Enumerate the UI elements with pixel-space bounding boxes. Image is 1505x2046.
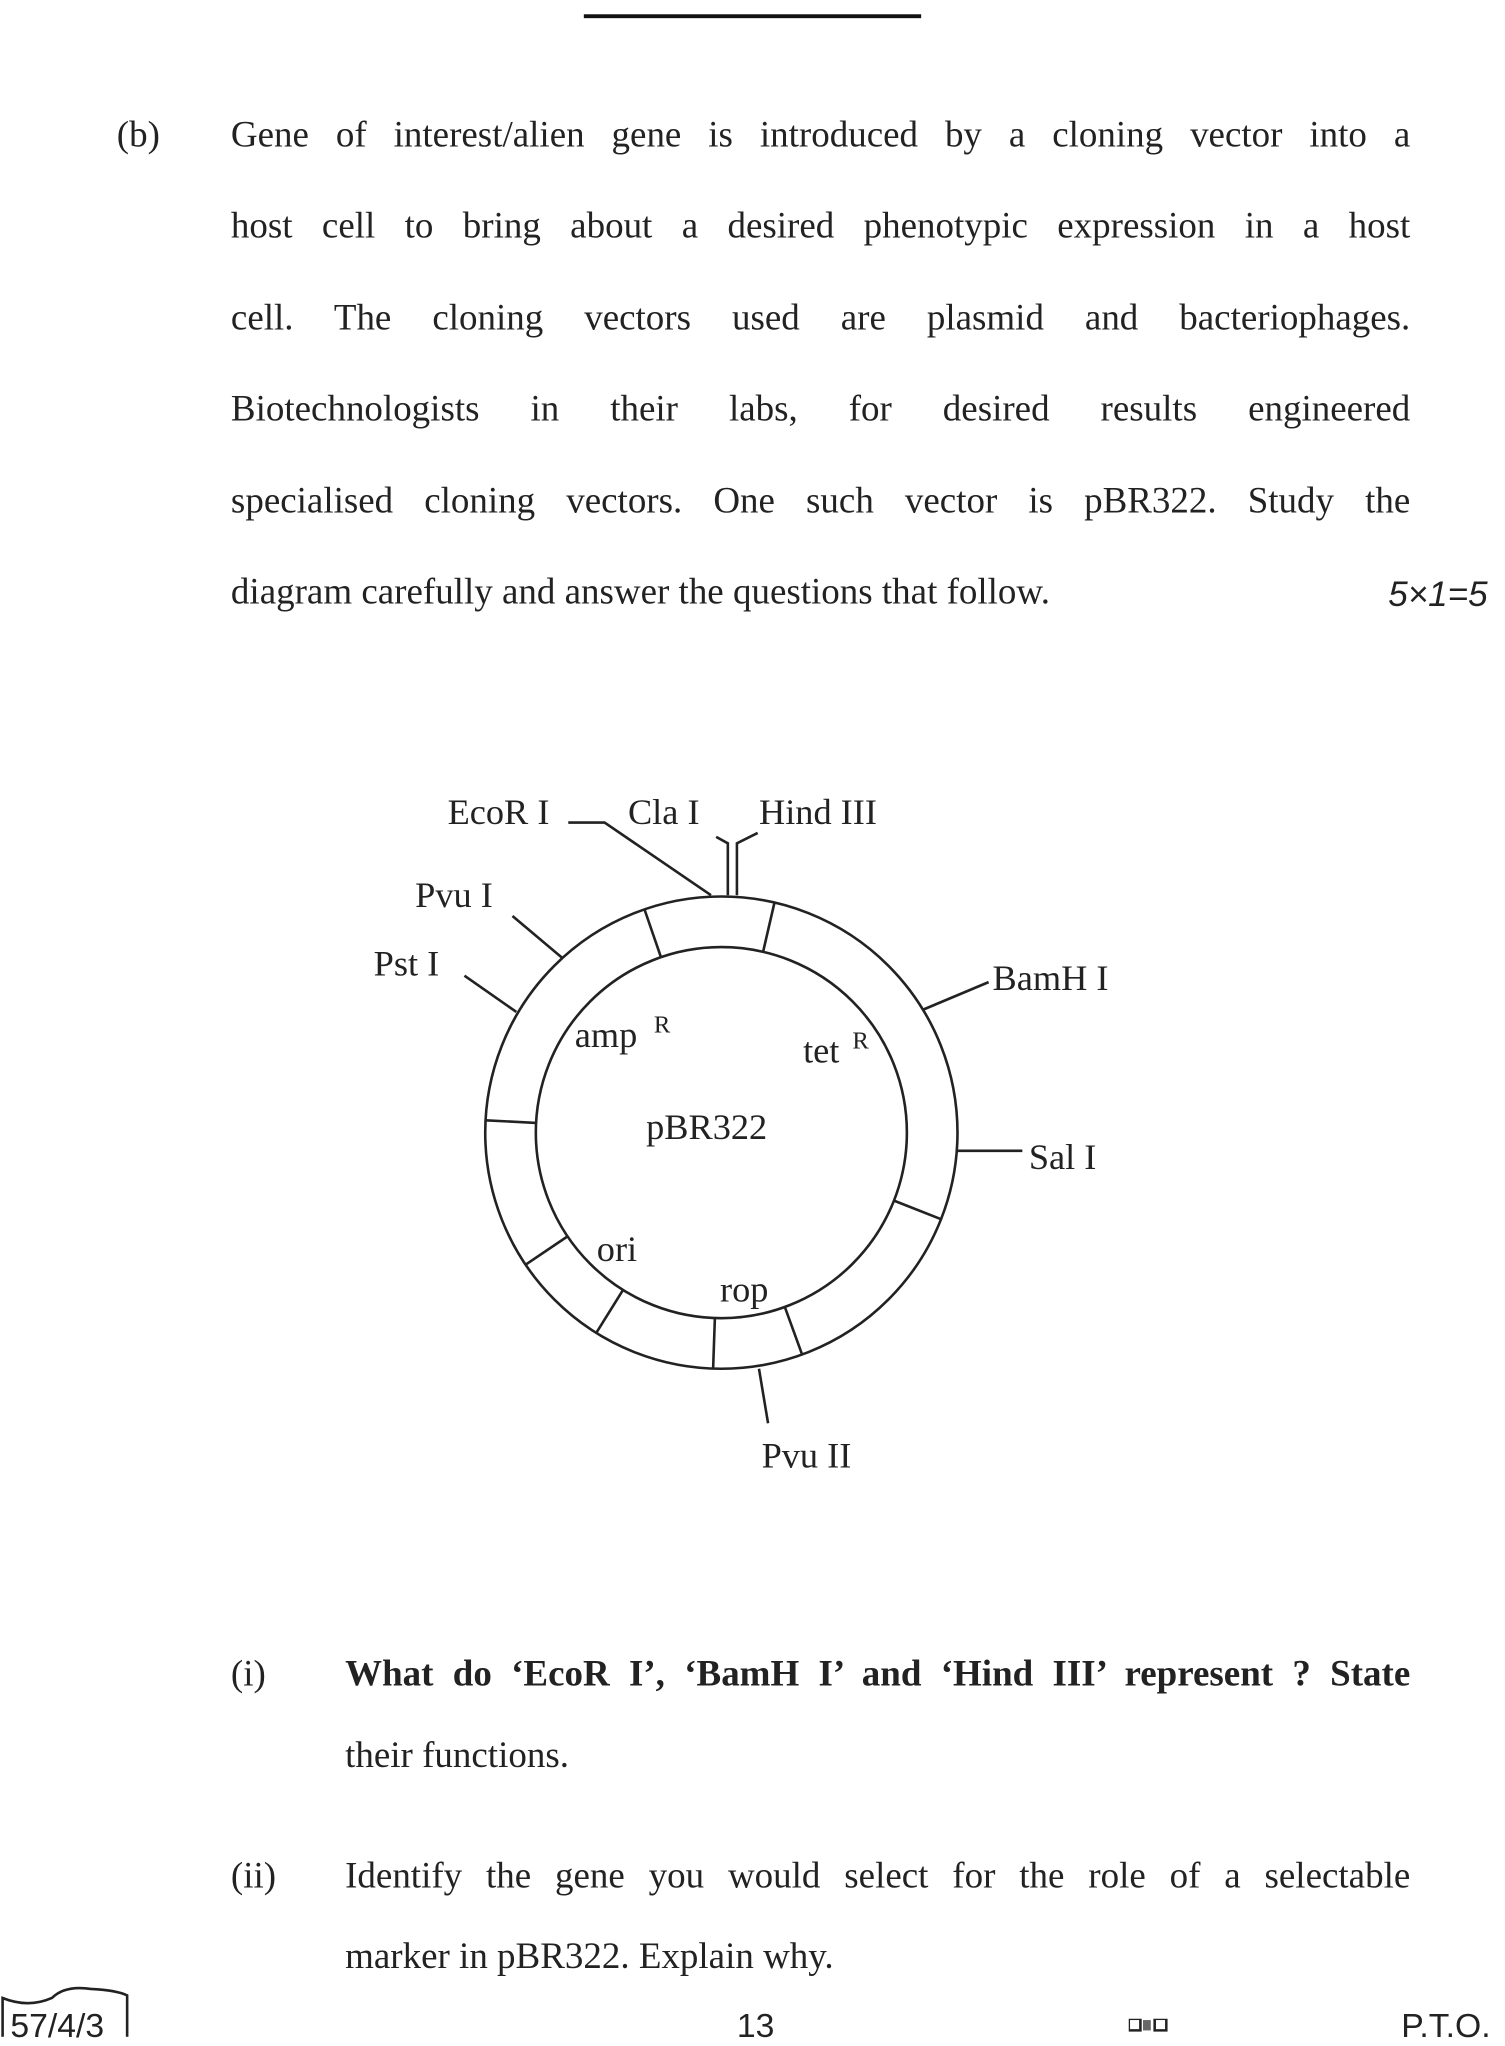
gene-ori: ori bbox=[596, 1229, 638, 1270]
ring-divider bbox=[526, 1236, 568, 1264]
site-sali: Sal I bbox=[1028, 1136, 1097, 1177]
subquestion-number: (ii) bbox=[230, 1856, 277, 1897]
gene-tetr-superscript: R bbox=[852, 1027, 869, 1055]
site-pvuii: Pvu II bbox=[761, 1435, 852, 1476]
question-label: (b) bbox=[116, 115, 160, 156]
pto-label: P.T.O. bbox=[1401, 2005, 1491, 2045]
gene-tetr: tet bbox=[803, 1030, 840, 1071]
ecori-pointer bbox=[568, 823, 711, 896]
psti-pointer bbox=[464, 976, 516, 1012]
subquestion-text: their functions. bbox=[345, 1735, 569, 1777]
paragraph-line: cell. The cloning vectors used are plasmid and bacteriophages. bbox=[230, 298, 1411, 339]
pvui-pointer bbox=[512, 916, 561, 958]
paragraph-line: Biotechnologists in their labs, for desired results engineered bbox=[230, 389, 1411, 430]
paragraph-line: specialised cloning vectors. One such vector is pBR322. Study the bbox=[230, 481, 1411, 522]
paragraph-line: diagram carefully and answer the questions that follow. bbox=[230, 572, 1050, 613]
ring-divider bbox=[596, 1290, 623, 1333]
gene-rop: rop bbox=[720, 1269, 769, 1310]
paragraph-line: host cell to bring about a desired phenotypic expression in a host bbox=[230, 206, 1411, 247]
paragraph-line: Gene of interest/alien gene is introduced by a cloning vector into a bbox=[230, 115, 1411, 156]
plasmid-name: pBR322 bbox=[646, 1107, 768, 1148]
clai-pointer bbox=[716, 837, 728, 895]
ring-divider bbox=[894, 1201, 941, 1220]
site-psti: Pst I bbox=[373, 943, 440, 984]
gene-ampr-superscript: R bbox=[653, 1011, 671, 1039]
site-hindiii: Hind III bbox=[758, 791, 877, 832]
subquestion-number: (i) bbox=[230, 1654, 266, 1695]
site-ecori: EcoR I bbox=[447, 791, 550, 832]
site-pvui: Pvu I bbox=[415, 874, 493, 915]
hindiii-pointer bbox=[737, 833, 758, 895]
ring-divider bbox=[486, 1120, 537, 1123]
subquestion-text: marker in pBR322. Explain why. bbox=[345, 1937, 834, 1978]
ring-divider bbox=[713, 1318, 715, 1369]
bamhi-pointer bbox=[924, 982, 989, 1009]
ring-divider bbox=[785, 1307, 802, 1355]
gene-ampr: amp bbox=[574, 1015, 638, 1056]
site-bamhi: BamH I bbox=[992, 957, 1109, 998]
ring-divider bbox=[763, 903, 774, 952]
ring-divider bbox=[644, 909, 660, 957]
pvuii-pointer bbox=[759, 1369, 768, 1423]
subquestion-text: Identify the gene you would select for the role of a selectable bbox=[345, 1856, 1411, 1897]
subquestion-text: What do ‘EcoR I’, ‘BamH I’ and ‘Hind III’ represent ? State bbox=[345, 1654, 1411, 1695]
paper-code: 57/4/3 bbox=[10, 2005, 105, 2045]
site-clai: Cla I bbox=[627, 791, 700, 832]
marks: 5×1=5 bbox=[1388, 574, 1488, 614]
qr-code-icon bbox=[1129, 2015, 1168, 2028]
page-number: 13 bbox=[736, 2005, 775, 2045]
